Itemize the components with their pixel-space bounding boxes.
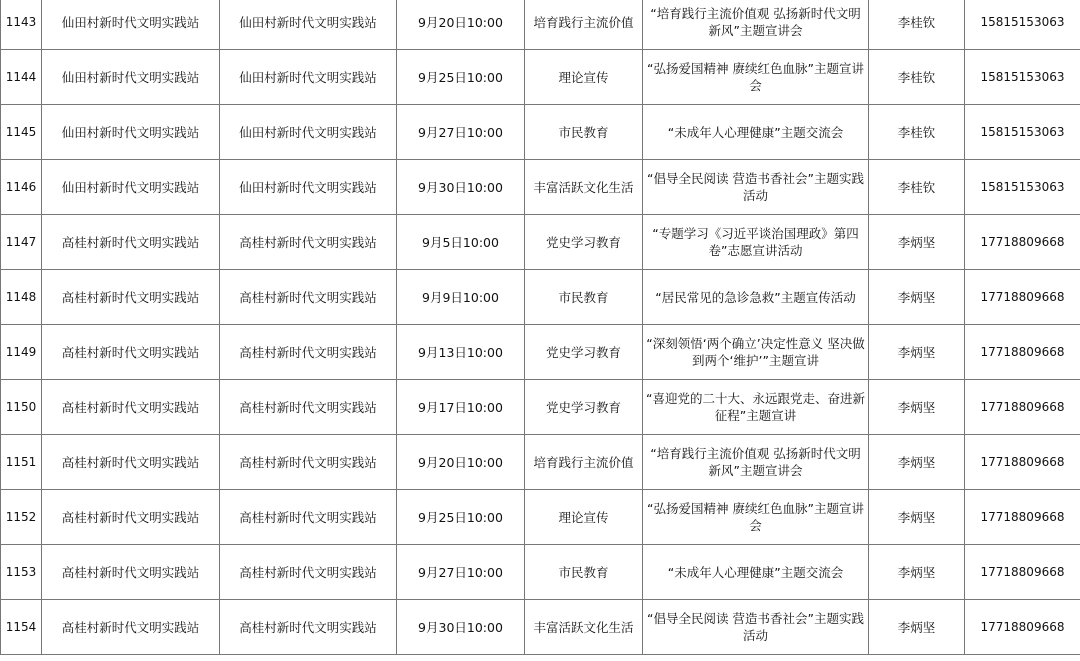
venue-cell: 仙田村新时代文明实践站 [220, 0, 397, 50]
venue-cell: 高桂村新时代文明实践站 [220, 215, 397, 270]
contact-cell: 李炳坚 [869, 545, 965, 600]
topic-cell: “倡导全民阅读 营造书香社会”主题实践活动 [643, 600, 869, 655]
phone-cell: 15815153063 [965, 50, 1080, 105]
venue-cell: 仙田村新时代文明实践站 [220, 50, 397, 105]
station-cell: 高桂村新时代文明实践站 [42, 270, 220, 325]
phone-cell: 15815153063 [965, 160, 1080, 215]
station-cell: 仙田村新时代文明实践站 [42, 105, 220, 160]
contact-cell: 李炳坚 [869, 325, 965, 380]
table-row [1, 50, 1080, 105]
table-row [1, 545, 1080, 600]
row-number-cell: 1152 [1, 490, 42, 545]
table-row [1, 160, 1080, 215]
category-cell: 市民教育 [525, 105, 643, 160]
contact-cell: 李炳坚 [869, 380, 965, 435]
contact-cell: 李桂钦 [869, 105, 965, 160]
category-cell: 培育践行主流价值 [525, 0, 643, 50]
phone-cell: 15815153063 [965, 0, 1080, 50]
station-cell: 高桂村新时代文明实践站 [42, 215, 220, 270]
station-cell: 高桂村新时代文明实践站 [42, 545, 220, 600]
row-number-cell: 1146 [1, 160, 42, 215]
station-cell: 高桂村新时代文明实践站 [42, 435, 220, 490]
time-cell: 9月30日10:00 [397, 600, 525, 655]
category-cell: 培育践行主流价值 [525, 435, 643, 490]
contact-cell: 李桂钦 [869, 0, 965, 50]
venue-cell: 仙田村新时代文明实践站 [220, 160, 397, 215]
category-cell: 丰富活跃文化生活 [525, 160, 643, 215]
station-cell: 高桂村新时代文明实践站 [42, 490, 220, 545]
table-row [1, 0, 1080, 50]
phone-cell: 17718809668 [965, 325, 1080, 380]
topic-cell: “深刻领悟‘两个确立’决定性意义 坚决做到两个‘维护’”主题宣讲 [643, 325, 869, 380]
station-cell: 仙田村新时代文明实践站 [42, 0, 220, 50]
time-cell: 9月27日10:00 [397, 105, 525, 160]
row-number-cell: 1148 [1, 270, 42, 325]
station-cell: 仙田村新时代文明实践站 [42, 50, 220, 105]
venue-cell: 高桂村新时代文明实践站 [220, 490, 397, 545]
contact-cell: 李桂钦 [869, 50, 965, 105]
station-cell: 高桂村新时代文明实践站 [42, 325, 220, 380]
category-cell: 理论宣传 [525, 490, 643, 545]
time-cell: 9月25日10:00 [397, 490, 525, 545]
category-cell: 党史学习教育 [525, 380, 643, 435]
row-number-cell: 1154 [1, 600, 42, 655]
topic-cell: “喜迎党的二十大、永远跟党走、奋进新征程”主题宣讲 [643, 380, 869, 435]
row-number-cell: 1153 [1, 545, 42, 600]
category-cell: 市民教育 [525, 270, 643, 325]
topic-cell: “培育践行主流价值观 弘扬新时代文明新风”主题宣讲会 [643, 0, 869, 50]
phone-cell: 17718809668 [965, 600, 1080, 655]
phone-cell: 17718809668 [965, 490, 1080, 545]
category-cell: 党史学习教育 [525, 215, 643, 270]
venue-cell: 高桂村新时代文明实践站 [220, 600, 397, 655]
table-row [1, 105, 1080, 160]
topic-cell: “培育践行主流价值观 弘扬新时代文明新风”主题宣讲会 [643, 435, 869, 490]
contact-cell: 李炳坚 [869, 215, 965, 270]
time-cell: 9月5日10:00 [397, 215, 525, 270]
category-cell: 市民教育 [525, 545, 643, 600]
phone-cell: 17718809668 [965, 545, 1080, 600]
station-cell: 高桂村新时代文明实践站 [42, 380, 220, 435]
table-row [1, 600, 1080, 655]
time-cell: 9月20日10:00 [397, 435, 525, 490]
table-row [1, 325, 1080, 380]
phone-cell: 15815153063 [965, 105, 1080, 160]
category-cell: 丰富活跃文化生活 [525, 600, 643, 655]
contact-cell: 李炳坚 [869, 270, 965, 325]
venue-cell: 高桂村新时代文明实践站 [220, 435, 397, 490]
topic-cell: “弘扬爱国精神 赓续红色血脉”主题宣讲会 [643, 490, 869, 545]
table-row [1, 270, 1080, 325]
topic-cell: “未成年人心理健康”主题交流会 [643, 545, 869, 600]
time-cell: 9月17日10:00 [397, 380, 525, 435]
venue-cell: 高桂村新时代文明实践站 [220, 325, 397, 380]
topic-cell: “未成年人心理健康”主题交流会 [643, 105, 869, 160]
station-cell: 仙田村新时代文明实践站 [42, 160, 220, 215]
time-cell: 9月9日10:00 [397, 270, 525, 325]
category-cell: 党史学习教育 [525, 325, 643, 380]
topic-cell: “倡导全民阅读 营造书香社会”主题实践活动 [643, 160, 869, 215]
table-row [1, 435, 1080, 490]
phone-cell: 17718809668 [965, 380, 1080, 435]
time-cell: 9月27日10:00 [397, 545, 525, 600]
topic-cell: “专题学习《习近平谈治国理政》第四卷”志愿宣讲活动 [643, 215, 869, 270]
venue-cell: 仙田村新时代文明实践站 [220, 105, 397, 160]
contact-cell: 李炳坚 [869, 435, 965, 490]
row-number-cell: 1151 [1, 435, 42, 490]
table-row [1, 215, 1080, 270]
time-cell: 9月13日10:00 [397, 325, 525, 380]
phone-cell: 17718809668 [965, 435, 1080, 490]
table-row [1, 380, 1080, 435]
venue-cell: 高桂村新时代文明实践站 [220, 545, 397, 600]
time-cell: 9月20日10:00 [397, 0, 525, 50]
table-body [1, 0, 1080, 655]
category-cell: 理论宣传 [525, 50, 643, 105]
row-number-cell: 1150 [1, 380, 42, 435]
contact-cell: 李桂钦 [869, 160, 965, 215]
phone-cell: 17718809668 [965, 215, 1080, 270]
station-cell: 高桂村新时代文明实践站 [42, 600, 220, 655]
topic-cell: “弘扬爱国精神 赓续红色血脉”主题宣讲会 [643, 50, 869, 105]
table-row [1, 490, 1080, 545]
row-number-cell: 1145 [1, 105, 42, 160]
time-cell: 9月30日10:00 [397, 160, 525, 215]
row-number-cell: 1144 [1, 50, 42, 105]
row-number-cell: 1143 [1, 0, 42, 50]
venue-cell: 高桂村新时代文明实践站 [220, 270, 397, 325]
row-number-cell: 1149 [1, 325, 42, 380]
topic-cell: “居民常见的急诊急救”主题宣传活动 [643, 270, 869, 325]
phone-cell: 17718809668 [965, 270, 1080, 325]
row-number-cell: 1147 [1, 215, 42, 270]
time-cell: 9月25日10:00 [397, 50, 525, 105]
venue-cell: 高桂村新时代文明实践站 [220, 380, 397, 435]
contact-cell: 李炳坚 [869, 600, 965, 655]
contact-cell: 李炳坚 [869, 490, 965, 545]
